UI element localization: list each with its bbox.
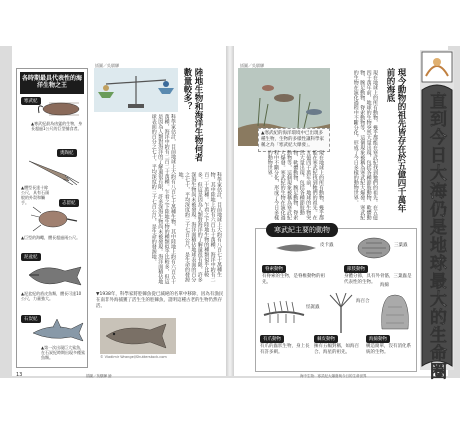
era-label: 泥盆紀 (21, 253, 41, 261)
animal-label: 脊索動物 (262, 265, 286, 273)
image-credit: 插圖／吳騏驊 (95, 63, 119, 68)
image-credit: 插圖／吳騏驊 (240, 63, 264, 68)
page-footer-left: 插圖／吳騏驊 繪 (86, 374, 112, 378)
era-kings-box (16, 68, 88, 368)
era-label: 石炭紀 (21, 315, 41, 323)
section-body-left: 科學家估計，目前地球上大約有八百七十萬種生物，其中陸地上約有六百五十萬種，海洋中約有二百二十萬種。乍看之下陸地生物的種類似乎比較多，但這是因為人類對海洋的了解還很有限，許多深海生物尚未被發現。海洋面積佔地球表面的百分之七十，平均深度約三千七百公尺，是生命的發源地。 (150, 114, 176, 284)
anomalocaris-illustration (35, 99, 83, 119)
animal-label: 有爪動物 (260, 335, 284, 343)
animal-description: 有脊索的生物，是脊椎動物的祖先。 (262, 274, 325, 285)
section-body-right: 現在地球上的所有動物，幾乎都能在寒武紀找到牠們的祖先。在五億四千萬年前，地球的生物突然大量出現，包括各種節肢動物、軟體動物、腕足動物、脊索動物等，這個現象被稱為寒武紀大爆發。寒武紀的生物在演化過程中不斷分化，形成了今日多樣的動物世界。 (352, 70, 378, 220)
animal-description: 有爪的蟲狀生物，身上長有許多刺。 (260, 344, 310, 355)
nautiloid-illustration (25, 155, 81, 185)
era-description: ▲泥盆紀的盾皮魚類，體長可達10公尺，力量強大。 (21, 291, 82, 301)
page-footer-right: 海中生物：寒武紀大爆發與今日的生命世界 (300, 374, 367, 378)
creature-tag: 海綿 (380, 283, 389, 288)
cambrian-animals-box (255, 228, 417, 372)
animal-description: 構造簡單，沒有消化系統的生物。 (366, 344, 411, 355)
page-main-title: 直到今日大海仍是地球最大的生命圈 (426, 92, 446, 380)
animal-description: 身體分節，具有外骨骼，三葉蟲是代表性的生物。 (344, 274, 412, 285)
coelacanth-photo (100, 318, 176, 354)
animal-description: 擁有五輻對稱，如海百合、海星的祖先。 (314, 344, 359, 355)
section-body-left-continued: 科學家估計，目前地球上大約有八百七十萬種生物，其中陸地上約有六百五十萬種，海洋中約有二百二十萬種。乍看之下陸地生物的種類似乎比較多，但這是因為人類對海洋的了解還很有限，許多深海生物尚未被發現。海洋面積佔地球表面的百分之七十，平均深度約三千七百公尺，是生命的發源地。 (178, 172, 222, 282)
photo-credit: © Vladimir Wrangel/Shutterstock.com (100, 355, 167, 359)
era-description: ▲第一次出現巨大鯊魚，在石炭紀時期出現多種鯊魚類。 (41, 345, 85, 360)
hallucigenia-illustration (262, 297, 306, 325)
creature-tag: 皮卡蟲 (320, 243, 334, 248)
sea-scorpion-illustration (29, 205, 79, 235)
creature-tag: 三葉蟲 (394, 243, 408, 248)
section-heading-ancestors: 現今動物的祖先皆存在於五億四千萬年前的海底 (385, 68, 406, 213)
balance-scale-illustration (94, 68, 178, 112)
era-description: ▲寒武紀最為凶猛的生物，身長超過1公尺的巨型捕食者。 (31, 121, 83, 131)
section-body-right-lower: 現在地球上的所有動物，幾乎都能在寒武紀找到牠們的祖先。在五億四千萬年前，地球的生物突然大量出現，包括各種節肢動物、軟體動物、腕足動物、脊索動物等，這個現象被稱為寒武紀大爆發。寒武紀的生物在演化過程中不斷分化，形成了今日多樣的動物世界。 (266, 150, 324, 220)
animal-label: 棘皮動物 (314, 335, 338, 343)
era-description: ▲巨型的海蠍，體長超過兩公尺。 (21, 235, 81, 240)
section-heading-land-vs-sea: 陸地生物和海洋生物何者數量較多？ (182, 68, 203, 162)
coelacanth-caption: ▼1938年，科學家將腔棘魚從已滅絕的名單中移除，因為有漁民在南非外海捕獲了活生生的腔棘魚，證明這種古老的生物仍然存活。 (96, 292, 224, 309)
animal-label: 海綿動物 (366, 335, 390, 343)
dunkleosteus-illustration (25, 263, 83, 289)
book-gutter (226, 46, 234, 376)
era-description: ▲體型長達十餘公尺，具有石頭般的外殼和觸手。 (21, 185, 49, 205)
creature-tag: 海百合 (356, 299, 370, 304)
page-number: 13 (16, 372, 23, 378)
era-label: 奧陶紀 (57, 149, 77, 157)
reef-caption: ▲寒武紀的海洋環境中已出現多種生物，生物的多樣性讓科學家稱之為「寒武紀大爆發」。 (258, 128, 330, 152)
era-box-title: 各時期最具代表性的海洋生物之王 (20, 72, 84, 94)
era-label: 寒武紀 (21, 97, 41, 105)
creature-tag: 怪誕蟲 (306, 305, 320, 310)
shark-illustration (31, 319, 85, 343)
sponge-illustration (376, 293, 414, 331)
animal-label: 節肢動物 (344, 265, 368, 273)
pikaia-illustration (274, 241, 318, 255)
animals-box-title: 寒武紀主要的動物 (266, 223, 338, 237)
crinoid-illustration (326, 293, 356, 333)
era-label: 志留紀 (59, 199, 79, 207)
trilobite-illustration (354, 235, 394, 261)
